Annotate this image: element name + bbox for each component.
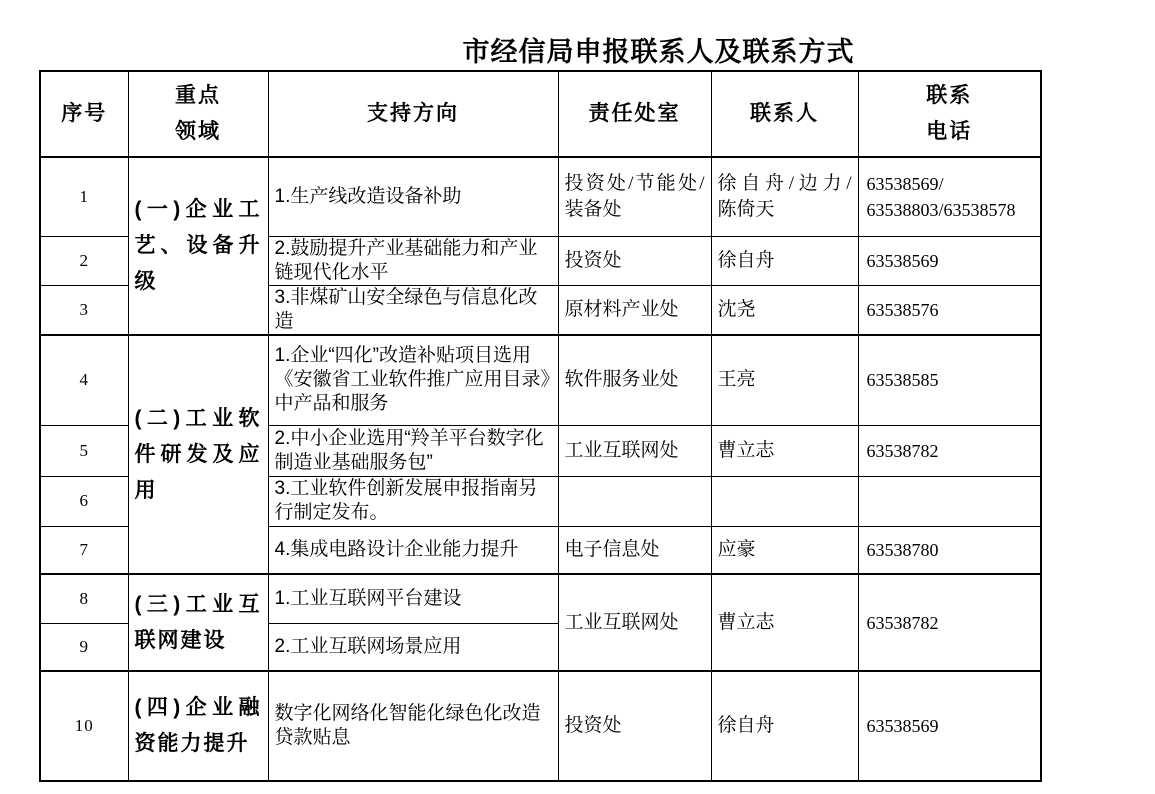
row-5-index: 5	[40, 425, 128, 476]
row-4-contact: 王亮	[711, 335, 858, 425]
row-2-contact: 徐自舟	[711, 236, 858, 285]
row-5-office: 工业互联网处	[558, 425, 711, 476]
header-row	[40, 71, 1041, 157]
row-1-phone-line2: 63538803/63538578	[866, 199, 1016, 220]
row-10-direction: 数字化网络化智能化绿色化改造贷款贴息	[268, 671, 558, 781]
row-6-direction: 3.工业软件创新发展申报指南另行制定发布。	[268, 476, 558, 526]
table-row	[40, 671, 1041, 781]
row-9-direction: 2.工业互联网场景应用	[268, 623, 558, 671]
row-8-direction: 1.工业互联网平台建设	[268, 574, 558, 623]
row-4-direction: 1.企业“四化”改造补贴项目选用《安徽省工业软件推广应用目录》中产品和服务	[268, 335, 558, 425]
header-office: 责任处室	[558, 71, 711, 157]
row-10-contact: 徐自舟	[711, 671, 858, 781]
row-1-office-line1: 投资处/节能处/	[564, 172, 705, 194]
row-6-phone	[858, 476, 1041, 526]
row-2-phone: 63538569	[858, 236, 1041, 285]
header-phone-line1: 联系	[926, 84, 973, 107]
row-6-index: 6	[40, 476, 128, 526]
row-4-index: 4	[40, 335, 128, 425]
row-1-phone-line1: 63538569/	[866, 173, 944, 194]
area-cell-2: (二)工业软件研发及应用	[128, 335, 268, 574]
header-area	[128, 71, 268, 157]
table-row	[40, 335, 1041, 425]
row-1-office	[558, 157, 711, 236]
row-7-office: 电子信息处	[558, 526, 711, 574]
table-row	[40, 574, 1041, 623]
table-row	[40, 157, 1041, 236]
row-9-index: 9	[40, 623, 128, 671]
row-6-contact	[711, 476, 858, 526]
row-8-index: 8	[40, 574, 128, 623]
row-7-contact: 应豪	[711, 526, 858, 574]
area-cell-1: (一)企业工艺、设备升级	[128, 157, 268, 335]
row-6-office	[558, 476, 711, 526]
row-3-direction: 3.非煤矿山安全绿色与信息化改造	[268, 285, 558, 335]
row-1-contact-line1: 徐自舟/边力/	[717, 172, 852, 194]
row-1-direction: 1.生产线改造设备补助	[268, 157, 558, 236]
area-cell-4: (四)企业融资能力提升	[128, 671, 268, 781]
header-contact: 联系人	[711, 71, 858, 157]
area-cell-3: (三)工业互联网建设	[128, 574, 268, 671]
row-5-direction: 2.中小企业选用“羚羊平台数字化制造业基础服务包”	[268, 425, 558, 476]
row-10-phone: 63538569	[858, 671, 1041, 781]
row-8-office: 工业互联网处	[558, 574, 711, 671]
row-5-phone: 63538782	[858, 425, 1041, 476]
header-area-line1: 重点	[175, 84, 221, 107]
header-index: 序号	[40, 71, 128, 157]
row-2-direction: 2.鼓励提升产业基础能力和产业链现代化水平	[268, 236, 558, 285]
header-phone	[858, 71, 1041, 157]
row-3-contact: 沈尧	[711, 285, 858, 335]
row-7-phone: 63538780	[858, 526, 1041, 574]
row-3-phone: 63538576	[858, 285, 1041, 335]
row-1-contact-line2: 陈倚天	[717, 198, 775, 220]
row-8-phone: 63538782	[858, 574, 1041, 671]
row-10-index: 10	[40, 671, 128, 781]
row-10-office: 投资处	[558, 671, 711, 781]
row-2-office: 投资处	[558, 236, 711, 285]
header-direction: 支持方向	[268, 71, 558, 157]
row-1-phone	[858, 157, 1041, 236]
row-1-contact	[711, 157, 858, 236]
header-phone-line2: 电话	[926, 120, 973, 143]
row-1-office-line2: 装备处	[564, 198, 622, 220]
page-title: 市经信局申报联系人及联系方式	[462, 37, 855, 67]
row-2-index: 2	[40, 236, 128, 285]
row-1-index: 1	[40, 157, 128, 236]
row-3-index: 3	[40, 285, 128, 335]
row-4-phone: 63538585	[858, 335, 1041, 425]
row-5-contact: 曹立志	[711, 425, 858, 476]
contact-table	[39, 70, 1042, 782]
row-8-contact: 曹立志	[711, 574, 858, 671]
row-3-office: 原材料产业处	[558, 285, 711, 335]
row-7-direction: 4.集成电路设计企业能力提升	[268, 526, 558, 574]
row-4-office: 软件服务业处	[558, 335, 711, 425]
header-area-line2: 领域	[175, 120, 221, 143]
row-7-index: 7	[40, 526, 128, 574]
